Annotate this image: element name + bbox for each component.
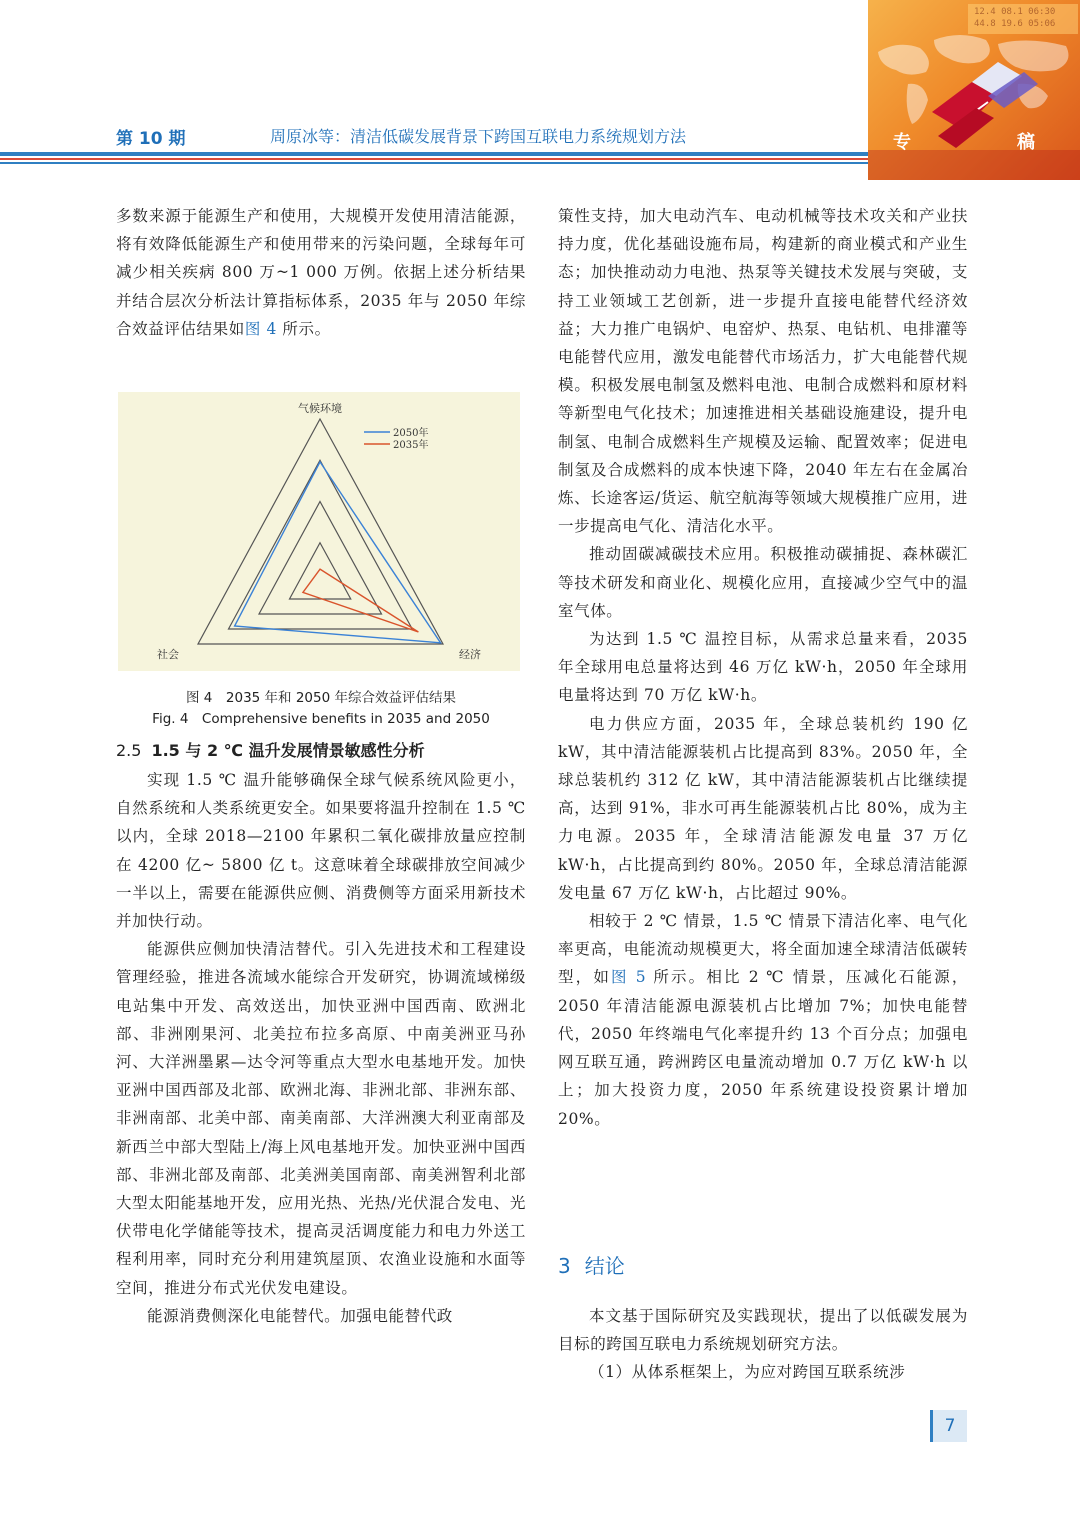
issue-number: 第 10 期 (116, 129, 186, 149)
svg-text:44.8 19.6 05:06: 44.8 19.6 05:06 (974, 19, 1056, 29)
axis-label-0: 气候环境 (298, 402, 342, 415)
right-paragraph-3: 为达到 1.5 ℃ 温控目标，从需求总量来看，2035 年全球用电总量将达到 46 万亿 kW·h，2050 年全球用电量将达到 70 万亿 kW·h。 (558, 630, 968, 705)
left-paragraph-4: 能源消费侧深化电能替代。加强电能替代政 (147, 1306, 453, 1325)
right-column-lower (558, 1302, 968, 1387)
axis-label-1: 经济 (459, 648, 481, 661)
radar-chart-svg (118, 392, 520, 671)
badge-char-right: 稿 (1017, 132, 1035, 153)
figure-4-radar-chart (118, 392, 520, 671)
figure-5-link[interactable]: 图 5 (611, 968, 647, 987)
section-number: 2.5 (116, 741, 142, 760)
header-rule-blue (0, 152, 868, 156)
left-paragraph-1: 多数来源于能源生产和使用，大规模开发使用清洁能源，将有效降低能源生产和使用带来的污染问题，全球每年可减少相关疾病 800 万~1 000 万例。依据上述分析结果并结合层次分析法计算指标体系，2035 年与 2050 年综合效益评估结果如图 4 所示。 (116, 207, 526, 338)
radar-series-0 (235, 462, 441, 643)
right-paragraph-4: 电力供应方面，2035 年，全球总装机约 190 亿 kW，其中清洁能源装机占比提高到 83%。2050 年，全球总装机约 312 亿 kW，其中清洁能源装机占比继续提高，达到 91%，非水可再生能源装机占比 80%，成为主力电源。2035 年，全球清洁能源发电量 37 万亿 kW·h，占比提高到约 80%。2050 年，全球总清洁能源发电量 67 万亿 kW·h，占比超过 90%。 (558, 714, 968, 902)
section-heading-2-5 (116, 738, 425, 761)
section-title: 1.5 与 2 ℃ 温升发展情景敏感性分析 (151, 741, 425, 760)
left-paragraph-3: 能源供应侧加快清洁替代。引入先进技术和工程建设管理经验，推进各流域水能综合开发研究，协调流域梯级电站集中开发、高效送出，加快亚洲中国西南、欧洲北部、非洲刚果河、北美拉布拉多高原、中南美洲亚马孙河、大洋洲墨累—达令河等重点大型水电基地开发。加快亚洲中国西部及北部、欧洲北海、非洲北部、非洲东部、非洲南部、北美中部、南美南部、大洋洲澳大利亚南部及新西兰中部大型陆上/海上风电基地开发。加快亚洲中国西部、非洲北部及南部、北美洲美国南部、南美洲智利北部大型太阳能基地开发，应用光热、光热/光伏混合发电、光伏带电化学储能等技术，提高灵活调度能力和电力外送工程利用率，同时充分利用建筑屋顶、农渔业设施和水面等空间，推进分布式光伏发电建设。 (116, 940, 526, 1297)
right-paragraph-5: 相较于 2 ℃ 情景，1.5 ℃ 情景下清洁化率、电气化率更高，电能流动规模更大，将全面加速全球清洁低碳转型，如图 5 所示。相比 2 ℃ 情景，压减化石能源，2050 年清洁能源电源装机占比增加 7%；加快电能替代，2050 年终端电气化率提升约 13 个百分点；加强电网互联互通，跨洲跨区电量流动增加 0.7 万亿 kW·h 以上；加大投资力度，2050 年系统建设投资累计增加 20%。 (558, 912, 968, 1128)
header-rule-blue-thin (0, 162, 868, 164)
axis-label-2: 社会 (157, 648, 179, 661)
right-paragraph-2: 推动固碳减碳技术应用。积极推动碳捕捉、森林碳汇等技术研发和商业化、规模化应用，直接减少空气中的温室气体。 (558, 545, 968, 620)
right-paragraph-7: （1）从体系框架上，为应对跨国互联系统涉 (589, 1363, 906, 1382)
right-paragraph-6: 本文基于国际研究及实践现状，提出了以低碳发展为目标的跨国互联电力系统规划研究方法。 (558, 1307, 968, 1354)
section-3-number: 3 (558, 1254, 571, 1278)
section-badge (893, 122, 1061, 156)
legend-label-0: 2050年 (393, 428, 429, 439)
header-rule-red (0, 158, 868, 160)
svg-text:12.4 08.1 06:30: 12.4 08.1 06:30 (974, 7, 1056, 17)
badge-char-left: 专 (893, 132, 911, 153)
radar-grid-ring-4 (198, 419, 443, 644)
radar-grid-ring-1 (290, 543, 351, 599)
right-column (558, 202, 968, 1133)
section-heading-3 (558, 1250, 625, 1279)
left-paragraph-2: 实现 1.5 ℃ 温升能够确保全球气候系统风险更小，自然系统和人类系统更安全。如果要将温升控制在 1.5 ℃ 以内，全球 2018—2100 年累积二氧化碳排放量应控制在 4200 亿~ 5800 亿 t。这意味着全球碳排放空间减少一半以上，需要在能源供应侧、消费侧等方面采用新技术并加快行动。 (116, 771, 526, 931)
left-column-lower (116, 766, 526, 1330)
page-number: 7 (930, 1410, 967, 1442)
radar-series-1 (303, 569, 418, 632)
legend-label-1: 2035年 (393, 440, 429, 451)
figure-4-link[interactable]: 图 4 (244, 319, 277, 338)
right-paragraph-1: 策性支持，加大电动汽车、电动机械等技术攻关和产业扶持力度，优化基础设施布局，构建新的商业模式和产业生态；加快推动动力电池、热泵等关键技术发展与突破，支持工业领域工艺创新，进一步提升直接电能替代经济效益；大力推广电锅炉、电窑炉、热泵、电钻机、电排灌等电能替代应用，激发电能替代市场活力，扩大电能替代规模。积极发展电制氢及燃料电池、电制合成燃料和原材料等新型电气化技术；加速推进相关基础设施建设，提升电制氢、电制合成燃料生产规模及运输、配置效率；促进电制氢及合成燃料的成本快速下降，2040 年左右在金属冶炼、长途客运/货运、航空航海等领域大规模推广应用，进一步提高电气化、清洁化水平。 (558, 207, 968, 536)
running-title: 周原冰等：清洁低碳发展背景下跨国互联电力系统规划方法 (270, 127, 687, 146)
figure-caption-cn: 图 4 2035 年和 2050 年综合效益评估结果 (186, 690, 456, 706)
figure-caption-en: Fig. 4 Comprehensive benefits in 2035 and 2050 (152, 711, 490, 727)
section-3-title: 结论 (584, 1254, 625, 1278)
left-column (116, 202, 526, 343)
page-header (0, 0, 1080, 180)
